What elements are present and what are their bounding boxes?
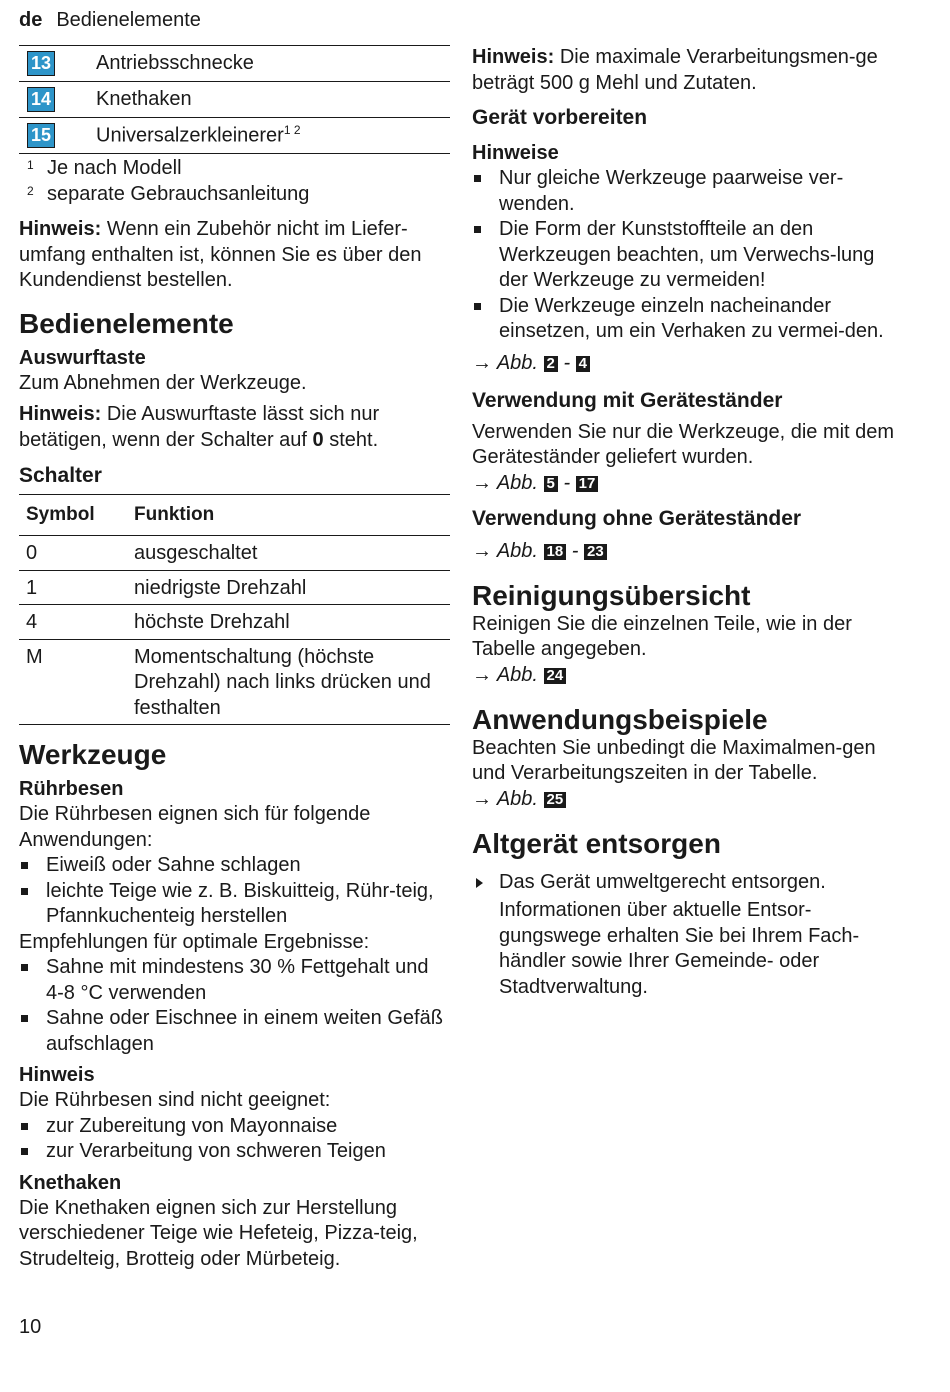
language-code: de <box>19 9 43 31</box>
right-column <box>472 45 902 1000</box>
note-bold-value: 0 <box>312 428 324 451</box>
figure-number: 2 <box>544 356 558 372</box>
whisk-uses-list <box>19 853 450 930</box>
switch-symbol: 4 <box>26 611 38 633</box>
switch-function: höchste Drehzahl <box>134 611 290 633</box>
note-text-end: steht. <box>329 428 379 451</box>
whisk-intro: Die Rührbesen eignen sich für folgende Anwendungen: <box>19 803 371 851</box>
prepare-notes-title: Hinweise <box>472 142 559 164</box>
prepare-title: Gerät vorbereiten <box>472 106 648 129</box>
figure-number: 24 <box>544 668 567 684</box>
column-header-function: Funktion <box>134 504 215 525</box>
note-text: Die Auswurftaste lässt sich nur betätigen, wenn der Schalter auf <box>19 403 380 451</box>
page-number: 10 <box>19 1316 42 1338</box>
max-capacity-note <box>472 45 902 96</box>
footnote-reference: 1 2 <box>283 123 301 138</box>
prepare-notes-list <box>472 166 902 345</box>
ref-prefix: → Abb. <box>472 787 538 810</box>
switch-function: ausgeschaltet <box>134 542 258 564</box>
figure-reference <box>472 787 902 812</box>
section-title-tools: Werkzeuge <box>19 739 167 770</box>
accessory-number-badge: 13 <box>27 51 55 76</box>
figure-number: 25 <box>544 792 567 808</box>
list-item: Die Form der Kunststoffteile an den Werkzeugen beachten, um Verwechs-lung der Werkzeuge zu vermeiden! <box>472 217 902 294</box>
accessory-table <box>19 45 450 154</box>
figure-reference <box>472 351 902 376</box>
table-row <box>19 82 450 118</box>
eject-note <box>19 402 450 453</box>
table-row <box>19 536 450 571</box>
ref-prefix: → Abb. <box>472 539 538 562</box>
list-item: Die Werkzeuge einzeln nacheinander einsetzen, um ein Verhaken zu vermei-den. <box>472 294 902 345</box>
figure-number: 4 <box>576 356 590 372</box>
disposal-step <box>472 870 902 896</box>
footnote-text: separate Gebrauchsanleitung <box>47 182 310 205</box>
list-item: zur Verarbeitung von schweren Teigen <box>19 1139 450 1165</box>
page-header <box>19 9 201 32</box>
figure-reference <box>472 663 902 688</box>
table-row <box>19 640 450 726</box>
cleaning-text: Reinigen Sie die einzelnen Teile, wie in der Tabelle angegeben. <box>472 612 852 660</box>
with-stand-text: Verwenden Sie nur die Werkzeuge, die mit dem Geräteständer geliefert wurden. <box>472 420 895 468</box>
section-title-controls: Bedienelemente <box>19 307 234 339</box>
note-label: Hinweis: <box>19 218 102 240</box>
list-item: Nur gleiche Werkzeuge paarweise ver-wenden. <box>472 166 902 217</box>
list-item: leichte Teige wie z. B. Biskuitteig, Rühr-teig, Pfannkuchenteig herstellen <box>19 879 450 930</box>
whisk-not-suitable-list <box>19 1114 450 1165</box>
figure-number: 17 <box>576 476 599 492</box>
examples-text: Beachten Sie unbedingt die Maximalmen-gen und Verarbeitungszeiten in der Tabelle. <box>472 736 876 784</box>
whisk-recommendations-list <box>19 955 450 1057</box>
accessory-number-badge: 14 <box>27 87 55 112</box>
list-item: Eiweiß oder Sahne schlagen <box>19 853 450 879</box>
ref-prefix: → Abb. <box>472 471 538 494</box>
table-row <box>19 571 450 606</box>
switch-function: niedrigste Drehzahl <box>134 576 307 599</box>
footnote-text: Je nach Modell <box>47 157 182 179</box>
eject-button-title: Auswurftaste <box>19 346 146 369</box>
disposal-info: Informationen über aktuelle Entsor-gungswege erhalten Sie bei Ihrem Fach-händler sowie Ihrer Gemeinde- oder Stadtverwaltung. <box>499 899 860 998</box>
triangle-bullet-icon <box>476 878 483 888</box>
kneading-hook-title: Knethaken <box>19 1171 122 1194</box>
whisk-recommendation-intro: Empfehlungen für optimale Ergebnisse: <box>19 930 370 953</box>
note-text: Die maximale Verarbeitungsmen-ge beträgt 500 g Mehl und Zutaten. <box>472 46 878 94</box>
note-label: Hinweis: <box>19 403 102 425</box>
left-column <box>19 45 450 1272</box>
with-stand-title: Verwendung mit Geräteständer <box>472 388 783 412</box>
table-row <box>19 118 450 154</box>
switch-symbol: M <box>26 645 43 668</box>
whisk-title: Rührbesen <box>19 778 124 800</box>
table-row <box>19 46 450 82</box>
section-title-examples: Anwendungsbeispiele <box>472 703 768 735</box>
accessory-note <box>19 217 450 294</box>
whisk-note-title: Hinweis <box>19 1064 95 1086</box>
ref-prefix: → Abb. <box>472 351 538 374</box>
note-text: Wenn ein Zubehör nicht im Liefer-umfang enthalten ist, können Sie es über den Kundendienst bestellen. <box>19 218 422 291</box>
switch-function: Momentschaltung (höchste Drehzahl) nach links drücken und festhalten <box>134 645 431 719</box>
figure-reference <box>472 539 902 564</box>
ref-separator: - <box>563 471 571 494</box>
accessory-number-badge: 15 <box>27 123 55 148</box>
eject-button-text: Zum Abnehmen der Werkzeuge. <box>19 371 307 394</box>
switch-symbol: 0 <box>26 542 38 564</box>
switch-symbol: 1 <box>26 576 38 599</box>
list-item: Sahne oder Eischnee in einem weiten Gefäß aufschlagen <box>19 1006 450 1057</box>
accessory-name: Knethaken <box>96 88 192 110</box>
header-title: Bedienelemente <box>56 9 201 31</box>
kneading-hook-text: Die Knethaken eignen sich zur Herstellung verschiedener Teige wie Hefeteig, Pizza-teig, Strudelteig, Brotteig oder Mürbeteig. <box>19 1196 418 1270</box>
footnote-mark: 2 <box>27 183 34 198</box>
footnote-mark: 1 <box>27 158 34 172</box>
accessory-name: Antriebsschnecke <box>96 52 254 74</box>
switch-table <box>19 494 450 725</box>
switch-title: Schalter <box>19 464 102 487</box>
footnotes <box>19 156 450 207</box>
column-header-symbol: Symbol <box>26 504 95 525</box>
ref-separator: - <box>571 539 579 562</box>
note-label: Hinweis: <box>472 46 555 68</box>
figure-number: 5 <box>544 476 558 492</box>
figure-reference <box>472 471 902 496</box>
ref-prefix: → Abb. <box>472 663 538 686</box>
figure-number: 18 <box>544 544 567 560</box>
ref-separator: - <box>563 351 571 374</box>
table-header <box>19 495 450 536</box>
list-item: Sahne mit mindestens 30 % Fettgehalt und 4-8 °C verwenden <box>19 955 450 1006</box>
figure-number: 23 <box>584 544 607 560</box>
table-row <box>19 605 450 640</box>
section-title-disposal: Altgerät entsorgen <box>472 827 721 859</box>
disposal-step-text: Das Gerät umweltgerecht entsorgen. <box>499 870 826 893</box>
section-title-cleaning: Reinigungsübersicht <box>472 579 751 611</box>
without-stand-title: Verwendung ohne Geräteständer <box>472 506 802 530</box>
accessory-name: Universalzerkleinerer <box>96 124 284 147</box>
whisk-note-intro: Die Rührbesen sind nicht geeignet: <box>19 1089 331 1111</box>
list-item: zur Zubereitung von Mayonnaise <box>19 1114 450 1140</box>
